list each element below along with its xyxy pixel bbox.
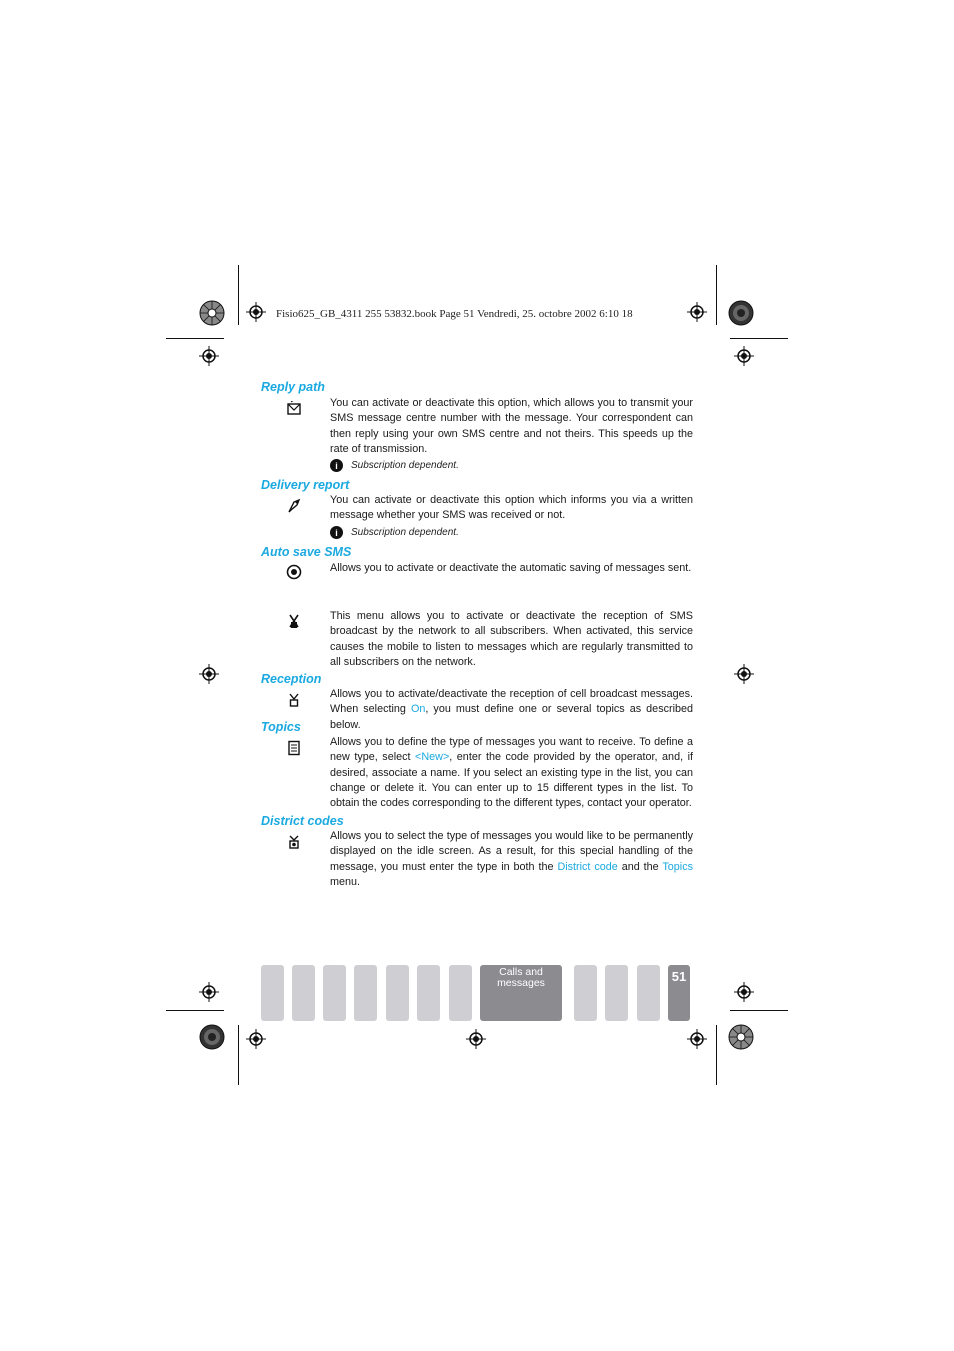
district-codes-icon <box>286 834 302 850</box>
district-codes-heading: District codes <box>261 814 344 828</box>
crop-mark <box>716 265 717 325</box>
cell-broadcast-icon <box>286 613 302 629</box>
registration-mark-icon <box>199 982 219 1002</box>
reception-icon <box>286 692 302 708</box>
registration-mark-icon <box>199 346 219 366</box>
new-option: <New> <box>415 751 450 764</box>
auto-save-icon <box>286 564 302 580</box>
chapter-tab <box>354 965 377 1021</box>
delivery-report-icon <box>286 498 302 514</box>
crop-mark <box>238 1025 239 1085</box>
cell-broadcast-text: This menu allows you to activate or deactivate the reception of SMS broadcast by the network to all subscribers. When activated, this service causes the mobile to listen to messages which are regularly transmitted to all subscribers on the network. <box>330 610 693 668</box>
info-icon: i <box>330 526 343 539</box>
delivery-report-note <box>330 526 459 539</box>
chapter-tab <box>261 965 284 1021</box>
reception-text: Allows you to activate/deactivate the reception of cell broadcast messages. When selecting On, you must define one or several topics as described below. <box>330 688 693 731</box>
crop-mark <box>238 265 239 325</box>
crop-mark <box>166 1010 224 1011</box>
chapter-tab <box>605 965 628 1021</box>
chapter-tab <box>449 965 472 1021</box>
topics-heading: Topics <box>261 720 301 734</box>
page-number: 51 <box>668 965 690 1021</box>
auto-save-heading: Auto save SMS <box>261 545 352 559</box>
color-wheel-icon <box>199 1024 225 1050</box>
chapter-tab <box>386 965 409 1021</box>
crop-mark <box>730 338 788 339</box>
reply-path-heading: Reply path <box>261 380 325 394</box>
registration-mark-icon <box>734 346 754 366</box>
print-header: Fisio625_GB_4311 255 53832.book Page 51 Vendredi, 25. octobre 2002 6:10 18 <box>276 308 633 320</box>
note-text: Subscription dependent. <box>351 460 459 471</box>
on-option: On <box>410 703 426 716</box>
chapter-tab <box>417 965 440 1021</box>
delivery-report-heading: Delivery report <box>261 478 350 492</box>
chapter-tab-active: Calls and messages <box>480 965 562 1021</box>
color-wheel-icon <box>728 300 754 326</box>
chapter-tab <box>292 965 315 1021</box>
chapter-tab <box>574 965 597 1021</box>
reply-path-note <box>330 459 459 472</box>
note-text: Subscription dependent. <box>351 527 459 538</box>
auto-save-text: Allows you to activate or deactivate the automatic saving of messages sent. <box>330 562 692 574</box>
chapter-tab <box>323 965 346 1021</box>
registration-mark-icon <box>687 302 707 322</box>
registration-mark-icon <box>687 1029 707 1049</box>
color-wheel-icon <box>728 1024 754 1050</box>
district-code-menu: District code <box>557 860 618 873</box>
crop-mark <box>716 1025 717 1085</box>
info-icon: i <box>330 459 343 472</box>
chapter-tab <box>637 965 660 1021</box>
registration-mark-icon <box>246 1029 266 1049</box>
registration-mark-icon <box>734 982 754 1002</box>
color-wheel-icon <box>199 300 225 326</box>
registration-mark-icon <box>466 1029 486 1049</box>
crop-mark <box>730 1010 788 1011</box>
crop-mark <box>166 338 224 339</box>
registration-mark-icon <box>246 302 266 322</box>
delivery-report-text: You can activate or deactivate this option which informs you via a written message whether your SMS was received or not. <box>330 494 693 522</box>
topics-list-icon <box>286 740 302 756</box>
reception-heading: Reception <box>261 672 322 686</box>
district-codes-text: Allows you to select the type of messages you would like to be permanently displayed on the idle screen. As a result, for this special handling of the message, you must enter the type in both the District code and the Topics menu. <box>330 830 693 888</box>
reply-path-icon <box>286 401 302 417</box>
registration-mark-icon <box>199 664 219 684</box>
reply-path-text: You can activate or deactivate this option, which allows you to transmit your SMS message centre number with the message. Your correspondent can then reply using your own SMS centre and not theirs. This speeds up the rate of transmission. <box>330 397 693 455</box>
registration-mark-icon <box>734 664 754 684</box>
topics-menu: Topics <box>662 860 693 873</box>
topics-text: Allows you to define the type of messages you want to receive. To define a new type, select <New>, enter the code provided by the operator, and, if desired, associate a name. If you select an existing type in the list, you can change or delete it. You can enter up to 15 different types in the list. To obtain the codes corresponding to the different types, contact your operator. <box>330 736 694 810</box>
